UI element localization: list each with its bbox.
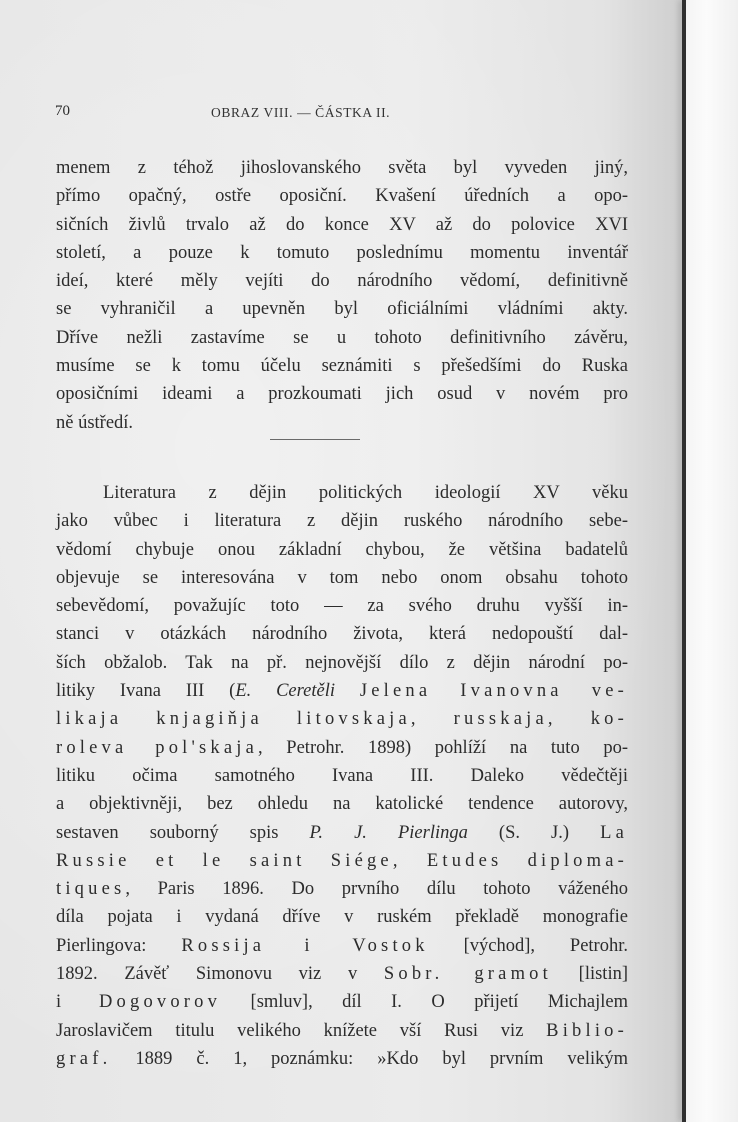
page-header [0, 103, 686, 123]
text-line: ších obžalob. Tak na př. nejnovější dílo z dějin národní po- [56, 652, 628, 673]
text-line: musíme se k tomu účelu seznámiti s přešedšími do Ruska [56, 356, 628, 377]
text-line [56, 677, 628, 705]
text-line: Russie et le saint Siége, Etudes diploma- [56, 850, 628, 871]
spaced-title: Jelena Ivanovna ve- [359, 681, 628, 702]
paragraph-1 [56, 154, 628, 437]
text-line: jako vůbec i literatura z dějin ruského národního sebe- [56, 511, 628, 532]
author-name-italic: E. Ceretěli [235, 681, 335, 702]
spaced-title: roleva pol'skaja [56, 737, 259, 758]
text-line: sebevědomí, považujíc toto — za svého druhu vyšší in- [56, 596, 628, 617]
text-run: Jaroslavičem titulu velikého knížete vší Rusi viz [56, 1020, 547, 1041]
text-line [56, 734, 628, 762]
text-line: ně ústředí. [56, 412, 134, 433]
adjacent-page-edge [686, 0, 738, 1122]
spaced-title: graf. [56, 1048, 112, 1069]
body-text [56, 154, 628, 1073]
text-run: [listin] [551, 964, 628, 985]
text-run: 1889 č. 1, poznámku: »Kdo byl prvním velikým [111, 1048, 628, 1069]
running-head: OBRAZ VIII. — ČÁSTKA II. [211, 105, 391, 120]
text-run: 1892. Závěť Simonovu viz v [56, 964, 384, 985]
text-line [56, 932, 628, 960]
text-line [56, 1017, 628, 1045]
page-number: 70 [55, 103, 70, 119]
text-line: Dříve nežli zastavíme se u tohoto definitivního závěru, [56, 327, 628, 348]
spaced-title: i Dogovorov [56, 992, 222, 1013]
text-line: objevuje se interesována v tom nebo onom obsahu tohoto [56, 567, 628, 588]
spaced-title: Rossija i Vostok [181, 935, 429, 956]
text-run: litiky Ivana III ( [56, 681, 236, 702]
text-line [56, 988, 628, 1016]
text-run [335, 681, 360, 701]
text-line: století, a pouze k tomuto poslednímu momentu inventář [56, 242, 628, 263]
text-line: oposičními ideami a prozkoumati jich osud v novém pro [56, 384, 628, 405]
text-run: Pierlingova: [56, 935, 182, 956]
text-line [56, 960, 628, 988]
text-line: se vyhraničil a upevněn byl oficiálními vládními akty. [56, 299, 628, 320]
spaced-title: Biblio- [546, 1020, 628, 1041]
text-line [56, 1045, 628, 1073]
text-run: [východ], Petrohr. [428, 935, 628, 956]
text-line: sičních živlů trvalo až do konce XV až do polovice XVI [56, 214, 628, 235]
text-line: díla pojata i vydaná dříve v ruském překladě monografie [56, 907, 628, 928]
spaced-title: Sobr. gramot [383, 964, 552, 985]
text-line [56, 875, 628, 903]
spaced-title: tiques [56, 879, 126, 900]
text-line: likaja knjagiňja litovskaja, russkaja, ko- [56, 709, 628, 730]
text-line: a objektivněji, bez ohledu na katolické tendence autorovy, [56, 794, 628, 815]
text-line: Literatura z dějin politických ideologií XV věku [103, 482, 628, 503]
text-run: [smluv], díl I. O přijetí Michajlem [221, 992, 628, 1013]
text-line: vědomí chybuje onou základní chybou, že většina badatelů [56, 539, 628, 560]
separator-rule [270, 439, 360, 440]
author-name-italic: P. J. Pierlinga [309, 822, 468, 843]
text-run: , Paris 1896. Do prvního dílu tohoto váženého [125, 879, 628, 900]
text-line: stanci v otázkách národního života, která nedopouští dal- [56, 624, 628, 645]
text-line: litiku očima samotného Ivana III. Daleko vědečtěji [56, 765, 628, 786]
text-line: menem z téhož jihoslovanského světa byl vyveden jiný, [56, 158, 628, 178]
spaced-title: La [600, 822, 628, 843]
section-break [56, 437, 628, 453]
text-line: ideí, které měly vejíti do národního vědomí, definitivně [56, 271, 628, 292]
text-run: (S. J.) [467, 822, 601, 843]
text-line [56, 819, 628, 847]
text-run: , Petrohr. 1898) pohlíží na tuto po- [258, 737, 628, 758]
text-line: přímo opačný, ostře oposiční. Kvašení úředních a opo- [56, 186, 628, 207]
text-run: sestaven souborný spis [56, 822, 310, 843]
paragraph-2 [56, 479, 628, 1073]
